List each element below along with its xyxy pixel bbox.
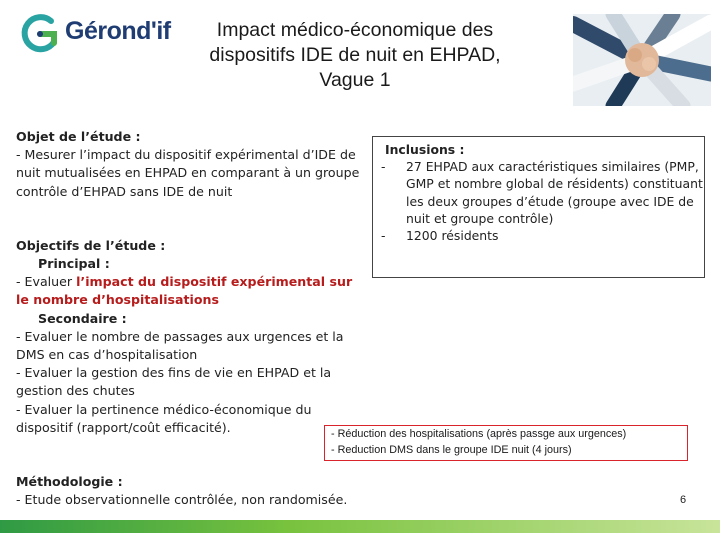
- page-number: 6: [680, 494, 687, 506]
- objectifs-heading: Objectifs de l’étude :: [16, 237, 166, 253]
- criteria-line-2: - Reduction DMS dans le groupe IDE nuit (4 jours): [331, 443, 572, 456]
- logo: [20, 12, 171, 60]
- page-title: [160, 18, 550, 93]
- methodologie-heading: Méthodologie :: [16, 474, 123, 490]
- inclusions-heading: Inclusions :: [385, 142, 465, 157]
- secondaire-label: Secondaire :: [38, 310, 127, 326]
- title-line-1: Impact médico-économique des: [216, 19, 494, 41]
- criteria-line-1: - Réduction des hospitalisations (après passge aux urgences): [331, 428, 627, 440]
- criteria-box: [324, 425, 688, 461]
- logo-text: Gérond'if: [65, 17, 171, 45]
- inclusion-text: 27 EHPAD aux caractéristiques similaires (PMP, GMP et nombre global de résidents) constituant les deux groupes d’étude (groupe avec IDE de nuit et groupe contrôle): [406, 159, 703, 226]
- inclusion-dash: -: [381, 159, 386, 175]
- inclusions-box: [372, 136, 705, 278]
- bottom-decorative-bar: [0, 520, 720, 533]
- secondaire-item-3: - Evaluer la pertinence médico-économique du dispositif (rapport/coût efficacité).: [16, 401, 312, 435]
- logo-emblem-icon: [20, 12, 60, 56]
- team-hands-photo: [573, 14, 711, 106]
- inclusion-text: 1200 résidents: [406, 228, 499, 244]
- objet-text: - Mesurer l’impact du dispositif expérimental d’IDE de nuit mutualisées en EHPAD en comparant à un groupe contrôle d’EHPAD sans IDE de nuit: [16, 147, 360, 199]
- inclusion-item: [381, 158, 704, 227]
- left-column: [16, 128, 368, 509]
- principal-label: Principal :: [38, 256, 110, 272]
- principal-prefix: - Evaluer: [16, 274, 77, 290]
- title-line-2: dispositifs IDE de nuit en EHPAD,: [209, 44, 501, 66]
- principal-objective: [16, 273, 368, 309]
- objet-heading: Objet de l’étude :: [16, 129, 141, 144]
- secondaire-item-2: - Evaluer la gestion des fins de vie en EHPAD et la gestion des chutes: [16, 365, 332, 399]
- inclusion-item: [381, 227, 704, 244]
- title-line-3: Vague 1: [319, 69, 391, 91]
- methodologie-text: - Etude observationnelle contrôlée, non randomisée.: [16, 492, 348, 508]
- inclusion-dash: -: [381, 228, 386, 244]
- secondaire-item-1: - Evaluer le nombre de passages aux urgences et la DMS en cas d’hospitalisation: [16, 328, 344, 363]
- principal-emphasis: l’impact du dispositif expérimental sur le nombre d’hospitalisations: [16, 274, 353, 308]
